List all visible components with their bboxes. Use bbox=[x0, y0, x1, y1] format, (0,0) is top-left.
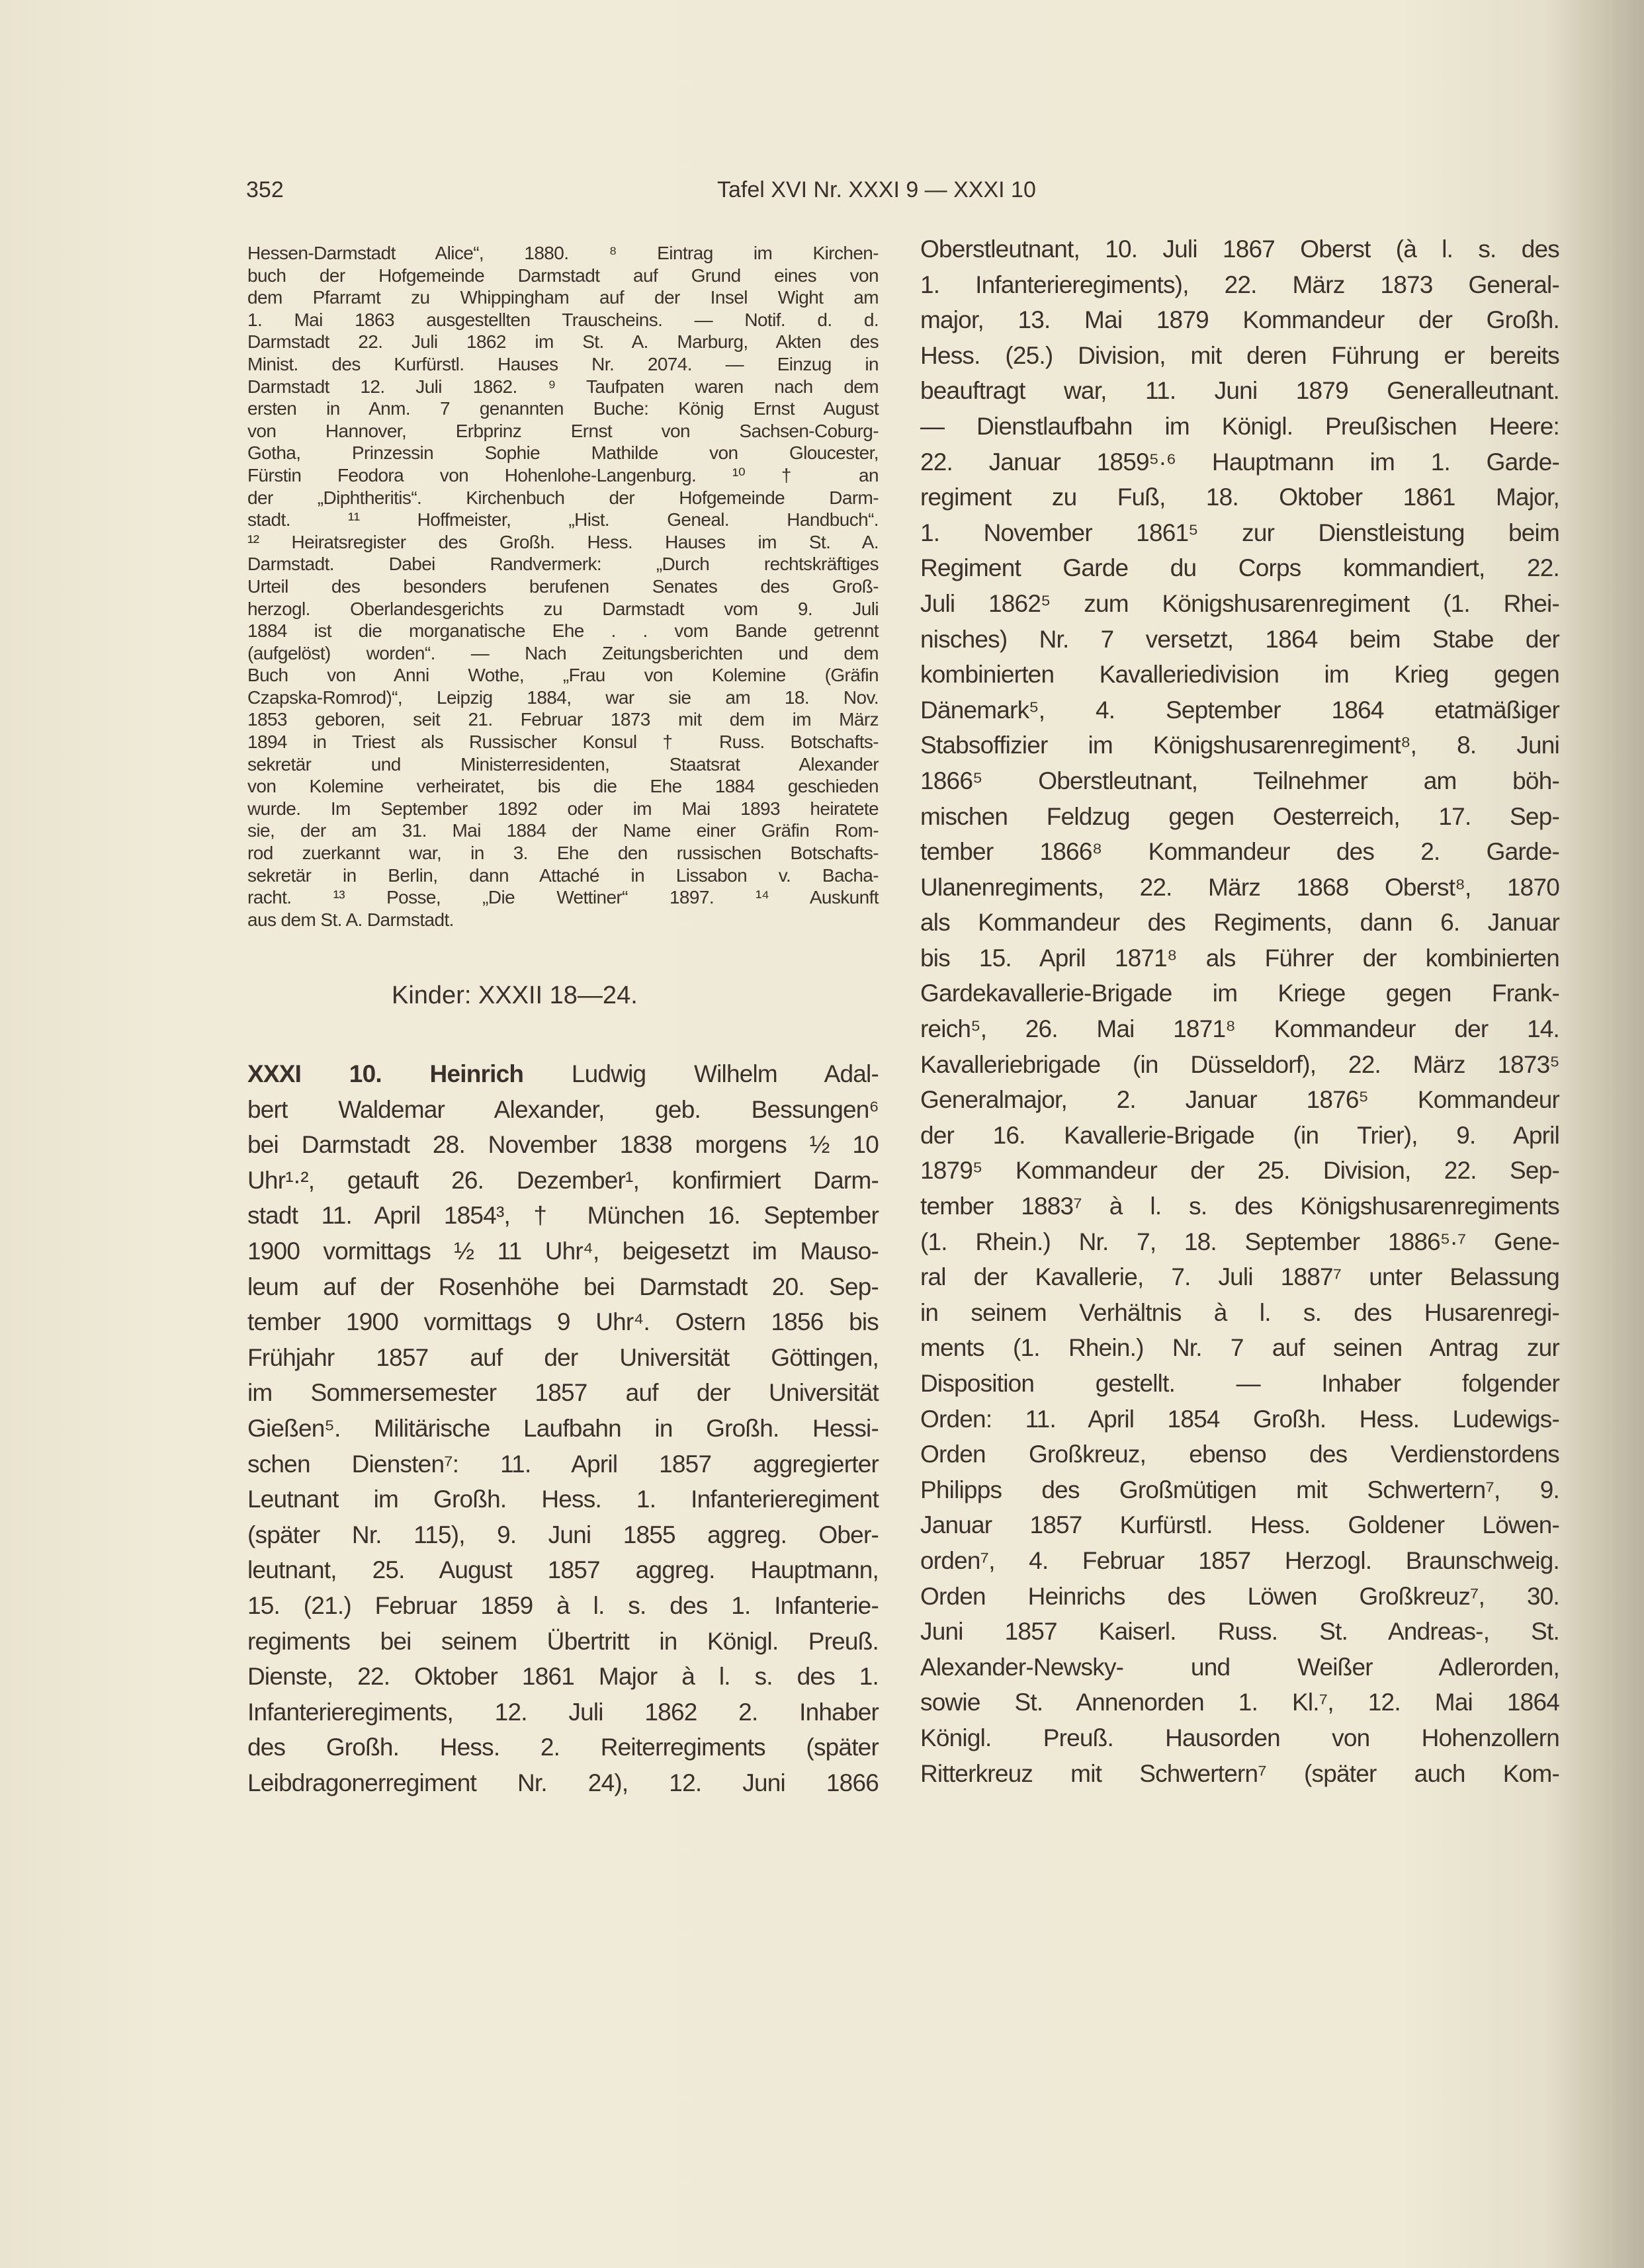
text-line: Philipps des Großmütigen mit Schwertern⁷, 9. bbox=[920, 1476, 1559, 1503]
text-line: bert Waldemar Alexander, geb. Bessungen⁶ bbox=[247, 1095, 879, 1123]
text-line: (aufgelöst) worden“. — Nach Zeitungsberichten und dem bbox=[247, 642, 879, 663]
text-line: regiments bei seinem Übertritt in Königl. Preuß. bbox=[247, 1627, 879, 1655]
entry-name-rest: Ludwig Wilhelm Adal- bbox=[571, 1060, 879, 1087]
text-line: nisches) Nr. 7 versetzt, 1864 beim Stabe der bbox=[920, 625, 1559, 653]
text-line: schen Diensten⁷: 11. April 1857 aggregierter bbox=[247, 1450, 879, 1478]
text-line: Darmstadt 22. Juli 1862 im St. A. Marburg, Akten des bbox=[247, 331, 879, 353]
text-line: Infanterieregiments, 12. Juli 1862 2. Inhaber bbox=[247, 1698, 879, 1726]
text-line: im Sommersemester 1857 auf der Universität bbox=[247, 1379, 879, 1407]
text-line: Fürstin Feodora von Hohenlohe-Langenburg. ¹⁰ † an bbox=[247, 464, 879, 485]
text-line: in seinem Verhältnis à l. s. des Husarenregi- bbox=[920, 1298, 1559, 1326]
text-line: 1. Mai 1863 ausgestellten Trauscheins. — Notif. d. d. bbox=[247, 309, 879, 330]
text-line: tember 1866⁸ Kommandeur des 2. Garde- bbox=[920, 838, 1559, 866]
text-line: ersten in Anm. 7 genannten Buche: König Ernst August bbox=[247, 398, 879, 419]
text-line: Orden Großkreuz, ebenso des Verdienstordens bbox=[920, 1441, 1559, 1468]
text-line: Gießen⁵. Militärische Laufbahn in Großh. Hessi- bbox=[247, 1414, 879, 1442]
text-line: rod zuerkannt war, in 3. Ehe den russischen Botschafts- bbox=[247, 843, 879, 864]
text-line: wurde. Im September 1892 oder im Mai 1893 heiratete bbox=[247, 798, 879, 819]
text-line: mischen Feldzug gegen Oesterreich, 17. Sep- bbox=[920, 802, 1559, 830]
text-line: Ulanenregiments, 22. März 1868 Oberst⁸, 1870 bbox=[920, 873, 1559, 901]
text-line: aus dem St. A. Darmstadt. bbox=[247, 909, 454, 930]
text-line: Juni 1857 Kaiserl. Russ. St. Andreas-, St. bbox=[920, 1618, 1559, 1646]
text-line: bis 15. April 1871⁸ als Führer der kombinierten bbox=[920, 944, 1559, 972]
text-line: Czapska-Romrod)“, Leipzig 1884, war sie am 18. Nov. bbox=[247, 687, 879, 708]
text-line: dem Pfarramt zu Whippingham auf der Insel Wight am bbox=[247, 287, 879, 308]
text-line: Leutnant im Großh. Hess. 1. Infanterieregiment bbox=[247, 1486, 879, 1513]
text-line: ments (1. Rhein.) Nr. 7 auf seinen Antrag zur bbox=[920, 1334, 1559, 1362]
text-line: Orden: 11. April 1854 Großh. Hess. Ludewigs- bbox=[920, 1405, 1559, 1433]
text-line: Darmstadt. Dabei Randvermerk: „Durch rechtskräftiges bbox=[247, 554, 879, 575]
text-line: Kavalleriebrigade (in Düsseldorf), 22. März 1873⁵ bbox=[920, 1050, 1559, 1078]
footnotes-column bbox=[247, 242, 879, 931]
text-line: Königl. Preuß. Hausorden von Hohenzollern bbox=[920, 1724, 1559, 1751]
text-line: reich⁵, 26. Mai 1871⁸ Kommandeur der 14. bbox=[920, 1015, 1559, 1043]
text-line: stadt 11. April 1854³, † München 16. September bbox=[247, 1202, 879, 1230]
entry-heading-line bbox=[247, 1056, 879, 1092]
text-line: 1. November 1861⁵ zur Dienstleistung beim bbox=[920, 519, 1559, 546]
entry-given-name: Heinrich bbox=[429, 1060, 524, 1087]
text-line: leutnant, 25. August 1857 aggreg. Hauptmann, bbox=[247, 1556, 879, 1584]
text-line: Disposition gestellt. — Inhaber folgender bbox=[920, 1370, 1559, 1397]
text-line: major, 13. Mai 1879 Kommandeur der Großh. bbox=[920, 306, 1559, 334]
text-line: Gotha, Prinzessin Sophie Mathilde von Gloucester, bbox=[247, 442, 879, 464]
text-line: 1894 in Triest als Russischer Konsul † Russ. Botschafts- bbox=[247, 732, 879, 753]
text-line: 1866⁵ Oberstleutnant, Teilnehmer am böh- bbox=[920, 767, 1559, 794]
entry-number: XXXI 10. bbox=[247, 1060, 382, 1087]
right-column bbox=[920, 231, 1559, 1791]
text-line: Frühjahr 1857 auf der Universität Göttingen, bbox=[247, 1343, 879, 1371]
text-line: Januar 1857 Kurfürstl. Hess. Goldener Löwen- bbox=[920, 1511, 1559, 1539]
text-line: 1879⁵ Kommandeur der 25. Division, 22. Sep- bbox=[920, 1157, 1559, 1185]
text-line: Minist. des Kurfürstl. Hauses Nr. 2074. — Einzug in bbox=[247, 353, 879, 374]
text-line: 1853 geboren, seit 21. Februar 1873 mit dem im März bbox=[247, 709, 879, 730]
text-line: Urteil des besonders berufenen Senates des Groß- bbox=[247, 575, 879, 597]
text-line: — Dienstlaufbahn im Königl. Preußischen Heere: bbox=[920, 412, 1559, 440]
text-line: leum auf der Rosenhöhe bei Darmstadt 20. Sep- bbox=[247, 1273, 879, 1300]
text-line: kombinierten Kavalleriedivision im Krieg gegen bbox=[920, 661, 1559, 689]
text-line: von Kolemine verheiratet, bis die Ehe 1884 geschieden bbox=[247, 776, 879, 797]
text-line: sekretär in Berlin, dann Attaché in Lissabon v. Bacha- bbox=[247, 864, 879, 886]
text-line: von Hannover, Erbprinz Ernst von Sachsen-Coburg- bbox=[247, 420, 879, 441]
text-line: der „Diphtheritis“. Kirchenbuch der Hofgemeinde Darm- bbox=[247, 487, 879, 508]
text-line: tember 1883⁷ à l. s. des Königshusarenregiments bbox=[920, 1193, 1559, 1220]
text-line: Uhr¹·², getauft 26. Dezember¹, konfirmiert Darm- bbox=[247, 1166, 879, 1194]
text-line: beauftragt war, 11. Juni 1879 Generalleutnant. bbox=[920, 377, 1559, 405]
text-line: 1900 vormittags ½ 11 Uhr⁴, beigesetzt im Mauso- bbox=[247, 1237, 879, 1265]
text-line: herzogl. Oberlandesgerichts zu Darmstadt vom 9. Juli bbox=[247, 598, 879, 619]
children-reference: Kinder: XXXII 18—24. bbox=[392, 982, 638, 1009]
text-line: ral der Kavallerie, 7. Juli 1887⁷ unter Belassung bbox=[920, 1263, 1559, 1291]
text-line: als Kommandeur des Regiments, dann 6. Januar bbox=[920, 909, 1559, 937]
text-line: 22. Januar 1859⁵·⁶ Hauptmann im 1. Garde- bbox=[920, 448, 1559, 476]
text-line: Oberstleutnant, 10. Juli 1867 Oberst (à l. s. des bbox=[920, 235, 1559, 263]
text-line: Orden Heinrichs des Löwen Großkreuz⁷, 30. bbox=[920, 1582, 1559, 1610]
text-line: Dänemark⁵, 4. September 1864 etatmäßiger bbox=[920, 696, 1559, 724]
text-line: Hessen-Darmstadt Alice“, 1880. ⁸ Eintrag im Kirchen- bbox=[247, 243, 879, 263]
text-line: bei Darmstadt 28. November 1838 morgens ½ 10 bbox=[247, 1131, 879, 1159]
text-line: sekretär und Ministerresidenten, Staatsrat Alexander bbox=[247, 753, 879, 775]
text-line: Regiment Garde du Corps kommandiert, 22. bbox=[920, 554, 1559, 582]
text-line: racht. ¹³ Posse, „Die Wettiner“ 1897. ¹⁴ Auskunft bbox=[247, 887, 879, 908]
text-line: Leibdragonerregiment Nr. 24), 12. Juni 1866 bbox=[247, 1769, 879, 1796]
text-line: 1884 ist die morganatische Ehe . . vom Bande getrennt bbox=[247, 620, 879, 642]
text-line: sowie St. Annenorden 1. Kl.⁷, 12. Mai 1864 bbox=[920, 1689, 1559, 1716]
text-line: Stabsoffizier im Königshusarenregiment⁸, 8. Juni bbox=[920, 732, 1559, 759]
text-line: der 16. Kavallerie-Brigade (in Trier), 9. April bbox=[920, 1121, 1559, 1149]
text-line: Hess. (25.) Division, mit deren Führung er bereits bbox=[920, 341, 1559, 369]
text-line: buch der Hofgemeinde Darmstadt auf Grund eines von bbox=[247, 265, 879, 286]
text-line: des Großh. Hess. 2. Reiterregiments (später bbox=[247, 1734, 879, 1761]
text-line: (1. Rhein.) Nr. 7, 18. September 1886⁵·⁷ Gene- bbox=[920, 1228, 1559, 1255]
text-line: stadt. ¹¹ Hoffmeister, „Hist. Geneal. Handbuch“. bbox=[247, 509, 879, 530]
text-line: sie, der am 31. Mai 1884 der Name einer Gräfin Rom- bbox=[247, 820, 879, 841]
running-title: Tafel XVI Nr. XXXI 9 — XXXI 10 bbox=[717, 177, 1036, 202]
text-line: 15. (21.) Februar 1859 à l. s. des 1. Infanterie- bbox=[247, 1591, 879, 1619]
text-line: 1. Infanterieregiments), 22. März 1873 General- bbox=[920, 271, 1559, 298]
text-line: tember 1900 vormittags 9 Uhr⁴. Ostern 1856 bis bbox=[247, 1308, 879, 1336]
text-line: Alexander-Newsky- und Weißer Adlerorden, bbox=[920, 1653, 1559, 1681]
text-line: (später Nr. 115), 9. Juni 1855 aggreg. Ober- bbox=[247, 1521, 879, 1548]
text-line: Generalmajor, 2. Januar 1876⁵ Kommandeur bbox=[920, 1086, 1559, 1114]
text-line: Buch von Anni Wothe, „Frau von Kolemine (Gräfin bbox=[247, 665, 879, 686]
entry-xxxi-10 bbox=[247, 1056, 879, 1800]
text-line: Gardekavallerie-Brigade im Kriege gegen Frank- bbox=[920, 980, 1559, 1007]
text-line: Dienste, 22. Oktober 1861 Major à l. s. des 1. bbox=[247, 1663, 879, 1691]
text-line: orden⁷, 4. Februar 1857 Herzogl. Braunschweig. bbox=[920, 1546, 1559, 1574]
text-line: Darmstadt 12. Juli 1862. ⁹ Taufpaten waren nach dem bbox=[247, 376, 879, 397]
text-line: ¹² Heiratsregister des Großh. Hess. Hauses im St. A. bbox=[247, 531, 879, 552]
text-line: regiment zu Fuß, 18. Oktober 1861 Major, bbox=[920, 483, 1559, 511]
text-line: Juli 1862⁵ zum Königshusarenregiment (1. Rhei- bbox=[920, 589, 1559, 617]
text-line: Ritterkreuz mit Schwertern⁷ (später auch Kom- bbox=[920, 1759, 1559, 1787]
page-number: 352 bbox=[246, 177, 284, 202]
